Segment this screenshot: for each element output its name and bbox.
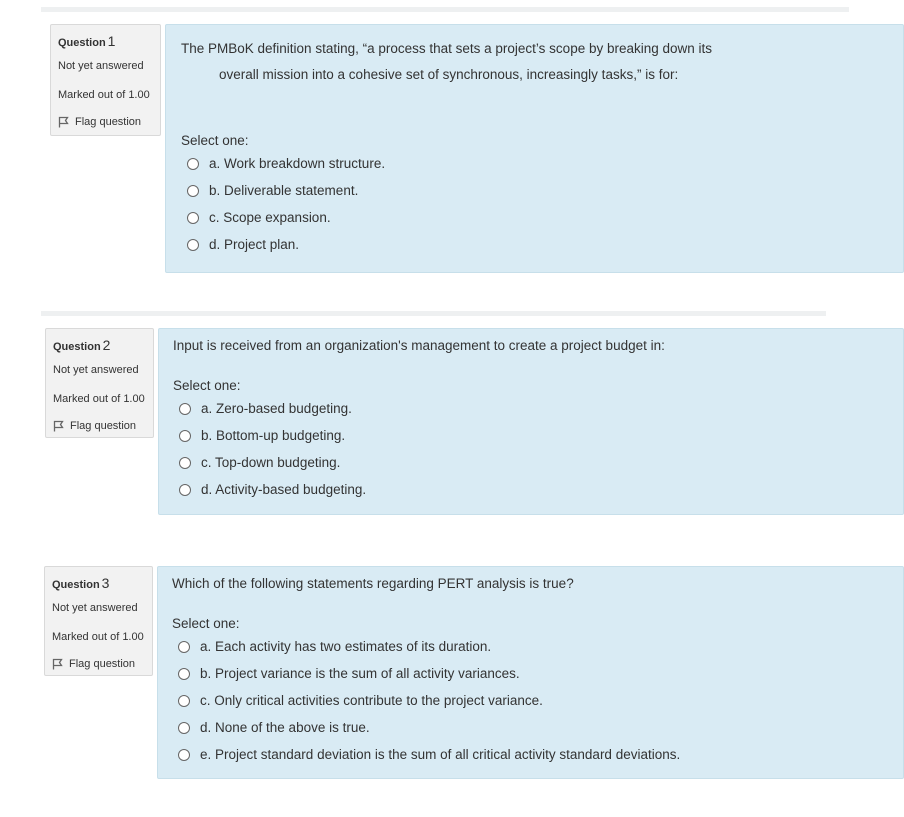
answer-label: b. Bottom-up budgeting. <box>201 428 346 443</box>
question-text: Which of the following statements regarding PERT analysis is true? <box>172 576 574 591</box>
radio-button[interactable] <box>187 185 199 197</box>
answer-option[interactable] <box>187 177 385 204</box>
answer-label: b. Deliverable statement. <box>209 183 359 198</box>
answer-label: b. Project variance is the sum of all activity variances. <box>200 666 520 681</box>
question-state: Not yet answered <box>52 602 138 614</box>
radio-button[interactable] <box>179 484 191 496</box>
flag-icon <box>58 116 70 128</box>
answer-option[interactable] <box>178 687 680 714</box>
radio-button[interactable] <box>179 430 191 442</box>
radio-button[interactable] <box>179 457 191 469</box>
select-one-prompt: Select one: <box>172 616 240 631</box>
answer-options <box>179 395 366 503</box>
answer-option[interactable] <box>179 422 366 449</box>
radio-button[interactable] <box>187 239 199 251</box>
answer-option[interactable] <box>179 476 366 503</box>
answer-options <box>178 633 680 768</box>
answer-option[interactable] <box>179 449 366 476</box>
select-one-prompt: Select one: <box>181 133 249 148</box>
answer-label: d. Activity-based budgeting. <box>201 482 367 497</box>
flag-question-link[interactable] <box>52 658 152 670</box>
answer-label: e. Project standard deviation is the sum of all critical activity standard deviations. <box>200 747 681 762</box>
answer-label: c. Top-down budgeting. <box>201 455 341 470</box>
question-number: Question 3 <box>52 575 110 591</box>
answer-label: a. Work breakdown structure. <box>209 156 386 171</box>
answer-label: a. Each activity has two estimates of its duration. <box>200 639 492 654</box>
answer-option[interactable] <box>178 714 680 741</box>
answer-option[interactable] <box>187 150 385 177</box>
flag-question-label: Flag question <box>69 658 136 670</box>
select-one-prompt: Select one: <box>173 378 241 393</box>
answer-option[interactable] <box>187 204 385 231</box>
flag-icon <box>52 658 64 670</box>
flag-question-label: Flag question <box>75 116 142 128</box>
question-grade: Marked out of 1.00 <box>58 89 150 101</box>
question-divider <box>41 7 849 12</box>
answer-option[interactable] <box>179 395 366 422</box>
flag-question-label: Flag question <box>70 420 137 432</box>
flag-question-link[interactable] <box>53 420 153 432</box>
answer-label: d. None of the above is true. <box>200 720 370 735</box>
flag-icon <box>53 420 65 432</box>
question-text: Input is received from an organization's management to create a project budget in: <box>173 338 665 353</box>
question-info-panel <box>45 328 154 438</box>
radio-button[interactable] <box>178 749 190 761</box>
question-content-panel <box>165 24 904 273</box>
radio-button[interactable] <box>178 641 190 653</box>
radio-button[interactable] <box>178 695 190 707</box>
question-content-panel <box>157 566 904 779</box>
question-text-line: The PMBoK definition stating, “a process that sets a project’s scope by breaking down its <box>181 41 713 56</box>
radio-button[interactable] <box>187 212 199 224</box>
answer-label: c. Only critical activities contribute to the project variance. <box>200 693 543 708</box>
question-number: Question 2 <box>53 337 111 353</box>
question-text <box>181 36 712 88</box>
question-info-panel <box>44 566 153 676</box>
answer-label: a. Zero-based budgeting. <box>201 401 352 416</box>
question-number: Question 1 <box>58 33 116 49</box>
question-grade: Marked out of 1.00 <box>53 393 145 405</box>
answer-option[interactable] <box>178 741 680 768</box>
flag-question-link[interactable] <box>58 116 160 128</box>
answer-option[interactable] <box>178 633 680 660</box>
answer-label: d. Project plan. <box>209 237 300 252</box>
radio-button[interactable] <box>178 722 190 734</box>
question-grade: Marked out of 1.00 <box>52 631 144 643</box>
radio-button[interactable] <box>178 668 190 680</box>
question-state: Not yet answered <box>58 60 144 72</box>
question-info-panel <box>50 24 161 136</box>
answer-option[interactable] <box>178 660 680 687</box>
radio-button[interactable] <box>187 158 199 170</box>
answer-label: c. Scope expansion. <box>209 210 331 225</box>
question-state: Not yet answered <box>53 364 139 376</box>
question-text-line: overall mission into a cohesive set of synchronous, increasingly tasks,” is for: <box>219 67 679 82</box>
question-content-panel <box>158 328 904 515</box>
question-divider <box>41 311 826 316</box>
radio-button[interactable] <box>179 403 191 415</box>
answer-options <box>187 150 385 258</box>
answer-option[interactable] <box>187 231 385 258</box>
